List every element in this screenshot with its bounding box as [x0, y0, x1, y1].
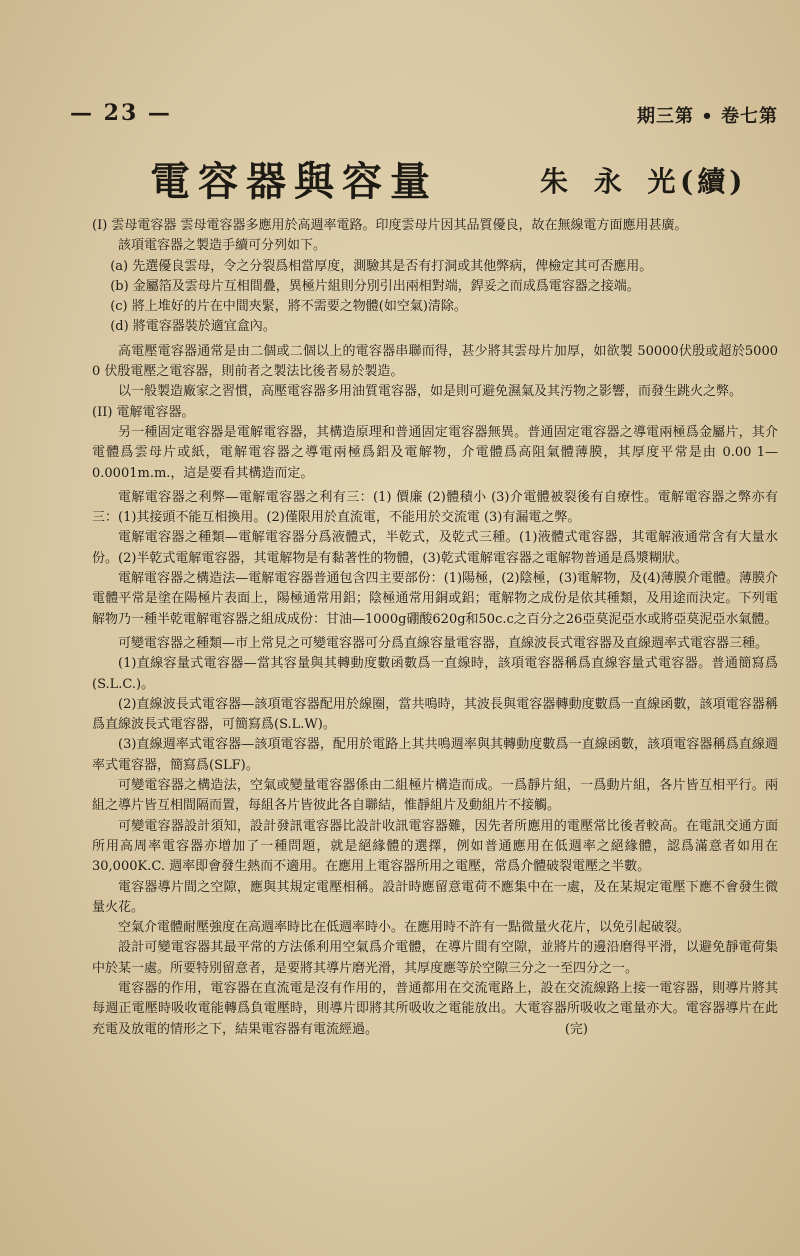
paragraph: 電解電容器之構造法—電解電容器普通包含四主要部份：(1)陽極，(2)陰極，(3)電解物，及(4)薄膜介電體。薄膜介電體平常是塗在陽極片表面上，陽極通常用鋁；陰極通常用銅或鋁；電解物之成份是依其種類，及用途而決定。下列電解物乃一種半乾電解電容器之組成成份：甘油—1000g硼酸620g和50c.c之百分之26亞莫泥亞水或將亞莫泥亞水氣體。	[92, 571, 778, 627]
paragraph-text: 電容器的作用，電容器在直流電是沒有作用的，普通都用在交流電路上，設在交流線路上接一電容器，則導片將其每週正電壓時吸收電能轉爲負電壓時，則導片即將其所吸收之電能放出。大電容器所吸收之電量亦大。電容器導片在此充電及放電的情形之下，結果電容器有電流經過。	[92, 980, 778, 1037]
paragraph: 可變電容器設計須知，設計發訊電容器比設計收訊電容器難，因先者所應用的電壓常比後者較高。在電訊交通方面所用高周率電容器亦增加了一種問題，就是絕緣體的選擇，例如普通應用在低週率之絕緣體，認爲滿意者如用在30,000K.C. 週率即會發生熱而不適用。在應用上電容器所用之電壓，常爲介體破裂電壓之半數。	[92, 818, 778, 875]
paragraph: 以一般製造廠家之習慣，高壓電容器多用油質電容器，如是則可避免濕氣及其汚物之影響，而發生跳火之弊。	[118, 384, 743, 400]
paragraph: 電容器導片間之空隙，應與其規定電壓相稱。設計時應留意電荷不應集中在一處，及在某規定電壓下應不會發生微量火花。	[92, 879, 778, 915]
end-mark: (完)	[564, 1021, 588, 1037]
page-header	[70, 100, 778, 134]
paragraph: 空氣介電體耐壓強度在高週率時比在低週率時小。在應用時不許有一點微量火花片，以免引起破裂。	[118, 920, 691, 936]
issue-label: 期三第 • 卷七第	[636, 106, 778, 127]
paragraph: 電解電容器之種類—電解電容器分爲液體式，半乾式，及乾式三種。(1)液體式電容器，其電解液通常含有大量水份。(2)半乾式電解電容器，其電解物是有黏著性的物體，(3)乾式電解電容器之電解物普通是爲漿糊狀。	[92, 530, 778, 566]
paragraph: (I) 雲母電容器 雲母電容器多應用於高週率電路。印度雲母片因其品質優良，故在無線電方面應用甚廣。	[92, 218, 688, 233]
section-heading: (II) 電解電容器。	[92, 404, 195, 420]
paragraph: 另一種固定電容器是電解電容器，其構造原理和普通固定電容器無異。普通固定電容器之導電兩極爲金屬片，其介電體爲雲母片或紙，電解電容器之導電兩極爲鋁及電解物，介電體爲高阻氣體薄膜，其厚度平常是由 0.00 1—0.0001m.m.，這是要看其構造而定。	[92, 424, 778, 481]
paragraph: (1)直線容量式電容器—當其容量與其轉動度數函數爲一直線時，該項電容器稱爲直線容量式電容器。普通簡寫爲(S.L.C.)。	[92, 656, 778, 692]
page-number: — 23 —	[70, 100, 172, 126]
paragraph: 可變電容器之種類—市上常見之可變電容器可分爲直線容量電容器，直線波長式電容器及直線週率式電容器三種。	[118, 635, 769, 651]
paragraph	[92, 979, 778, 1040]
article-author: 朱 永 光	[540, 165, 684, 198]
list-item: (b) 金屬箔及雲母片互相間疊，異極片組則分別引出兩相對端，銲妥之而成爲電容器之接端。	[110, 278, 640, 294]
paragraph: (3)直線週率式電容器—該項電容器，配用於電路上其共鳴週率與其轉動度數爲一直線函數，該項電容器稱爲直線週率式電容器，簡寫爲(SLF)。	[92, 737, 778, 773]
paragraph: 該項電容器之製造手續可分列如下。	[118, 238, 327, 254]
paragraph: (2)直線波長式電容器—該項電容器配用於線圈，當共鳴時，其波長與電容器轉動度數爲一直線函數，該項電容器稱爲直線波長式電容器，可簡寫爲(S.L.W)。	[92, 696, 778, 733]
paragraph: 電解電容器之利弊—電解電容器之利有三：(1) 價廉 (2)體積小 (3)介電體被裂後有自療性。電解電容器之弊亦有三：(1)其接頭不能互相換用。(2)僅限用於直流電，不能用於交流電 (3)有漏電之弊。	[92, 489, 778, 526]
article-heading	[150, 150, 760, 206]
paragraph: 高電壓電容器通常是由二個或二個以上的電容器串聯而得，甚少將其雲母片加厚，如欲製 50000伏殷或超於5000 0 伏殷電壓之電容器，則前者之製法比後者易於製造。	[92, 343, 778, 380]
article-body	[92, 216, 778, 1136]
paragraph: 設計可變電容器其最平常的方法係利用空氣爲介電體，在導片間有空隙，並將片的邊沿磨得平滑，以避免靜電荷集中於某一處。所要特別留意者，是要將其導片磨光滑，其厚度應等於空隙三分之一至四分之一。	[92, 940, 778, 976]
list-item: (a) 先選優良雲母，令之分裂爲相當厚度，測驗其是否有打洞或其他弊病，俾檢定其可否應用。	[110, 258, 653, 274]
continued-label: (續)	[680, 165, 747, 198]
list-item: (d) 將電容器裝於適宜盒內。	[110, 319, 276, 335]
list-item: (c) 將上堆好的片在中間夾緊，將不需要之物體(如空氣)清除。	[110, 299, 467, 315]
article-title: 電容器與容量	[150, 158, 438, 205]
paragraph: 可變電容器之構造法，空氣或變量電容器係由二組極片構造而成。一爲靜片組，一爲動片組，各片皆互相平行。兩組之導片皆互相間隔而置，每組各片皆彼此各自聯結，惟靜組片及動組片不接觸。	[92, 778, 778, 814]
